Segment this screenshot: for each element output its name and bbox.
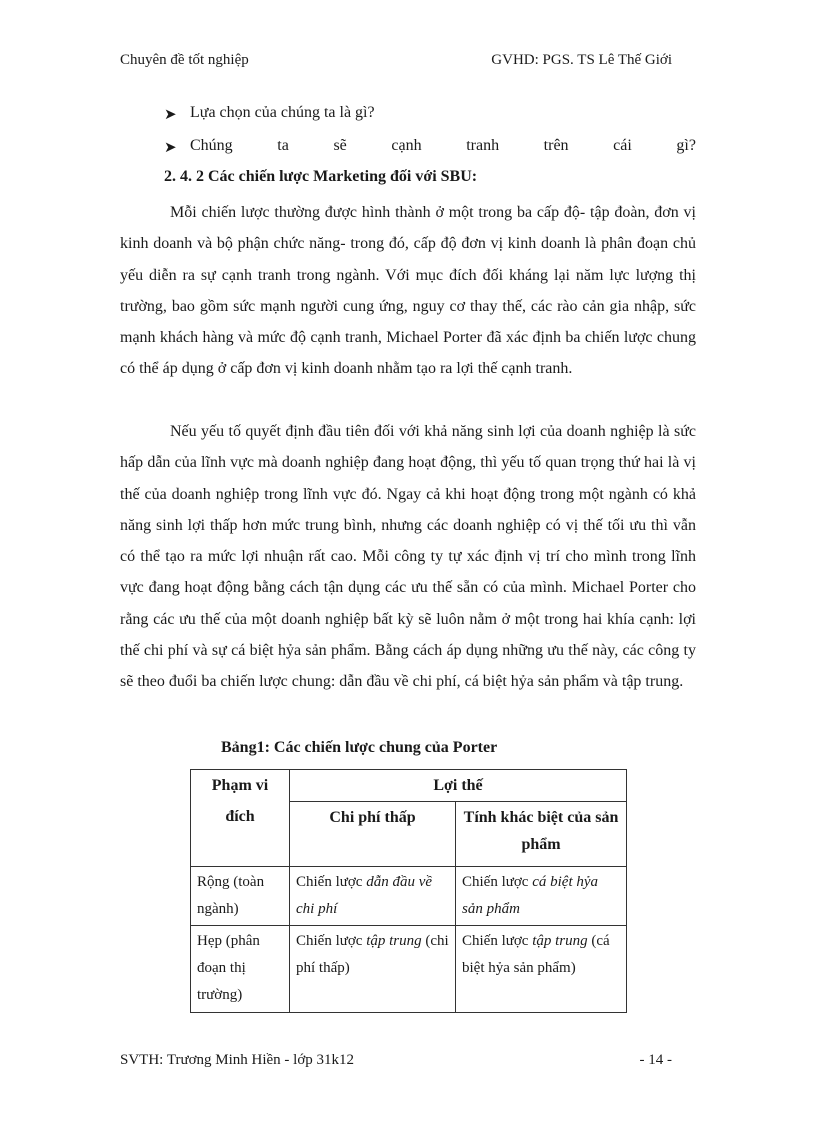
page-number: - 14 - <box>639 1052 672 1068</box>
word: tranh <box>466 137 500 154</box>
word: cạnh <box>391 137 422 154</box>
header-left: Chuyên đề tốt nghiệp <box>120 52 249 68</box>
table-row <box>191 867 627 926</box>
scope-cell: Hẹp (phân đoạn thị trường) <box>191 926 290 1013</box>
bullet-item-justified <box>190 137 696 155</box>
differentiation-cell: Chiến lược tập trung (cá biệt hỷa sản phẩm) <box>456 926 627 1013</box>
word: gì? <box>676 137 696 154</box>
scope-header: Phạm vi đích <box>191 770 290 867</box>
footer-left: SVTH: Trương Minh Hiền - lớp 31k12 <box>120 1052 355 1068</box>
word: sẽ <box>333 137 347 154</box>
header-right: GVHD: PGS. TS Lê Thế Giới <box>491 52 672 68</box>
arrow-bullet-icon: ➤ <box>164 140 177 156</box>
porter-strategies-table <box>190 769 627 1013</box>
word: ta <box>277 137 289 154</box>
differentiation-header: Tính khác biệt của sản phẩm <box>456 802 627 867</box>
word: Chúng <box>190 137 233 154</box>
paragraph: Mỗi chiến lược thường được hình thành ở một trong ba cấp độ- tập đoàn, đơn vị kinh doanh và bộ phận chức năng- trong đó, cấp độ đơn vị kinh doanh là phân đoạn chủ yếu diễn ra sự cạnh tranh trong ngành. Với mục đích đối kháng lại năm lực lượng thị trường, bao gồm sức mạnh người cung ứng, nguy cơ thay thế, các rào cản gia nhập, sức mạnh khách hàng và mức độ cạnh tranh, Michael Porter đã xác định ba chiến lược chung có thể áp dụng ở cấp đơn vị kinh doanh nhằm tạo ra lợi thế cạnh tranh. <box>120 204 696 378</box>
table-caption: Bảng1: Các chiến lược chung của Porter <box>221 739 498 756</box>
table-row <box>191 926 627 1013</box>
low-cost-header: Chi phí thấp <box>290 802 456 867</box>
section-heading: 2. 4. 2 Các chiến lược Marketing đối với SBU: <box>164 168 478 185</box>
scope-cell: Rộng (toàn ngành) <box>191 867 290 926</box>
word: trên <box>543 137 569 154</box>
word: cái <box>613 137 632 154</box>
cost-cell: Chiến lược dẫn đầu về chi phí <box>290 867 456 926</box>
advantage-header: Lợi thế <box>290 770 627 802</box>
differentiation-cell: Chiến lược cá biệt hỷa sản phẩm <box>456 867 627 926</box>
paragraph: Nếu yếu tố quyết định đầu tiên đối với khả năng sinh lợi của doanh nghiệp là sức hấp dẫn của lĩnh vực mà doanh nghiệp đang hoạt động, thì yếu tố quan trọng thứ hai là vị thế của doanh nghiệp trong lĩnh vực đó. Ngay cả khi hoạt động trong một ngành có khả năng sinh lợi thấp hơn mức trung bình, nhưng các doanh nghiệp có vị thế tối ưu thì vẫn có thể tạo ra mức lợi nhuận rất cao. Mỗi công ty tự xác định vị trí cho mình trong lĩnh vực đang hoạt động bằng cách tận dụng các ưu thế sẵn có của mình. Michael Porter cho rằng các ưu thế của một doanh nghiệp bất kỳ sẽ luôn nằm ở một trong hai khía cạnh: lợi thế chi phí và sự cá biệt hỷa sản phẩm. Bằng cách áp dụng những ưu thế này, các công ty sẽ theo đuổi ba chiến lược chung: dẫn đầu về chi phí, cá biệt hỷa sản phẩm và tập trung. <box>120 423 696 691</box>
bullet-item: Lựa chọn của chúng ta là gì? <box>190 104 375 121</box>
cost-cell: Chiến lược tập trung (chi phí thấp) <box>290 926 456 1013</box>
arrow-bullet-icon: ➤ <box>164 107 177 123</box>
